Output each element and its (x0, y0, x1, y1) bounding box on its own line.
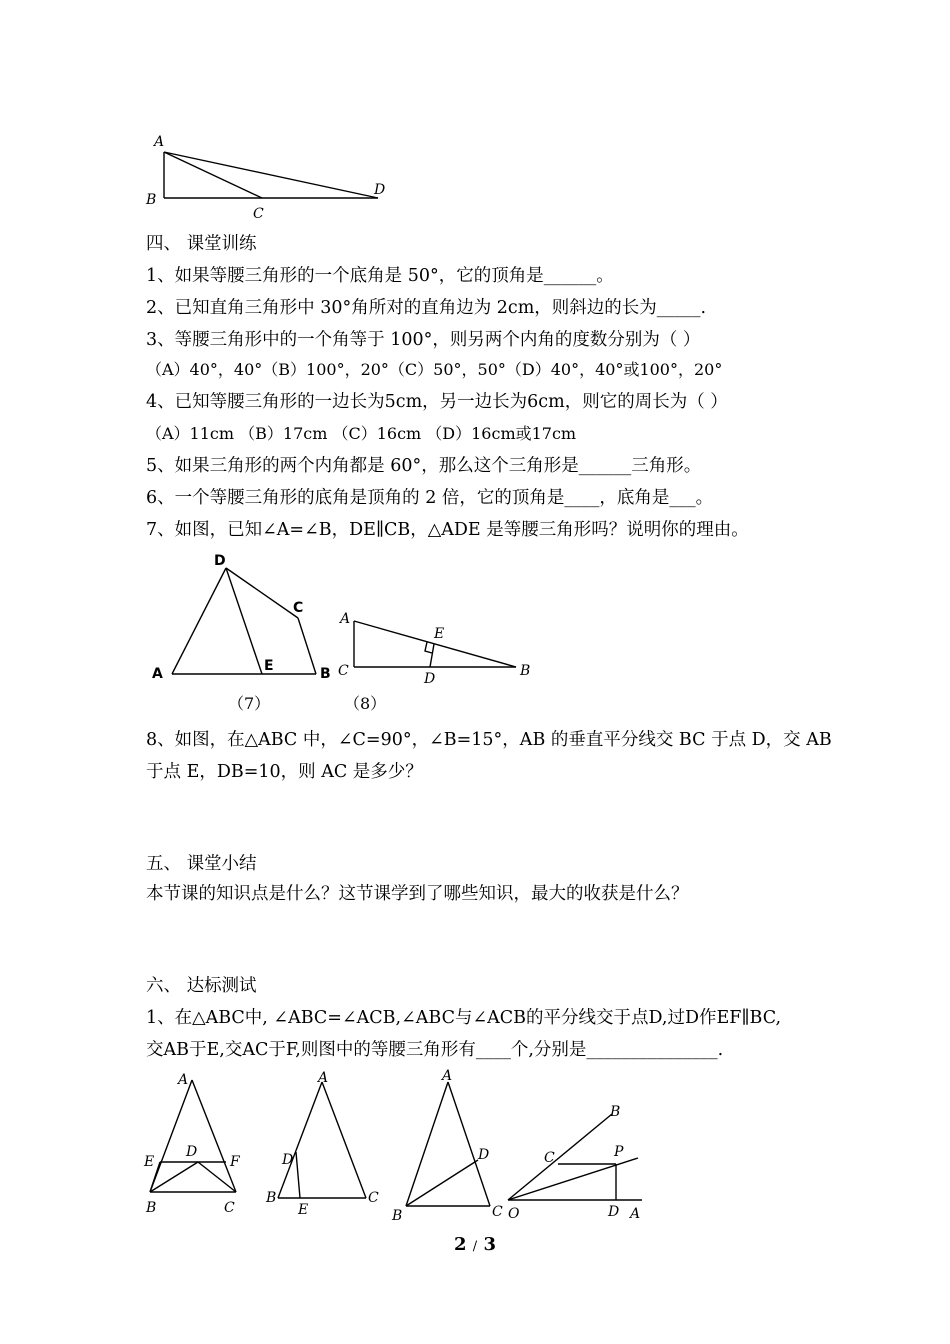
section4-q3-options: （A）40°，40°（B）100°，20°（C）50°，50°（D）40°，40°或100°，20° (146, 360, 723, 379)
segment-de (226, 568, 262, 674)
label-b: B (610, 1104, 621, 1120)
label-a: A (178, 1072, 189, 1088)
label-e: E (264, 658, 274, 674)
figure-7 (150, 550, 340, 690)
label-c: C (368, 1190, 379, 1206)
segment-ad (164, 152, 378, 198)
section6-heading: 六、 达标测试 (146, 976, 257, 996)
section4-heading: 四、 课堂训练 (146, 234, 257, 254)
label-c: C (224, 1200, 235, 1216)
segment-cb (298, 618, 316, 674)
label-c: C (544, 1150, 555, 1166)
segment-ed (430, 644, 434, 667)
label-o: O (508, 1206, 520, 1222)
label-d: D (478, 1147, 490, 1163)
right-angle-mark (425, 642, 432, 653)
segment-ad (172, 568, 226, 674)
segment-bd (406, 1160, 478, 1206)
label-d: D (424, 671, 436, 687)
page-total: 3 (483, 1234, 496, 1255)
label-d: D (608, 1204, 620, 1220)
section4-q3: 3、等腰三角形中的一个角等于 100°，则另两个内角的度数分别为（ ） (146, 330, 701, 350)
segment-ab (278, 1082, 322, 1198)
figure-8 (336, 605, 536, 690)
section4-q6: 6、一个等腰三角形的底角是顶角的 2 倍，它的顶角是____，底角是___。 (146, 488, 714, 508)
segment-de (296, 1152, 300, 1198)
section4-q1: 1、如果等腰三角形的一个底角是 50°，它的顶角是______。 (146, 266, 614, 286)
ray-ob (508, 1114, 612, 1200)
label-c: C (293, 600, 304, 616)
section4-q8-line2: 于点 E，DB=10，则 AC 是多少？ (146, 762, 423, 782)
label-c: C (338, 663, 349, 679)
label-b: B (266, 1190, 277, 1206)
label-c: C (492, 1204, 503, 1220)
label-e: E (144, 1154, 155, 1170)
segment-dc (226, 568, 298, 618)
figure-row-3 (386, 1064, 511, 1224)
label-b: B (146, 1200, 157, 1216)
label-d: D (214, 553, 226, 569)
figure-row-4 (500, 1098, 650, 1226)
section4-q7: 7、如图，已知∠A=∠B，DE∥CB，△ADE 是等腰三角形吗？说明你的理由。 (146, 520, 749, 540)
section4-q4: 4、已知等腰三角形的一边长为5cm，另一边长为6cm，则它的周长为（ ） (146, 392, 728, 412)
label-b: B (146, 192, 157, 208)
label-b: B (520, 663, 531, 679)
figure-top-triangle (140, 128, 400, 223)
section6-q1-line1: 1、在△ABC中, ∠ABC=∠ACB,∠ABC与∠ACB的平分线交于点D,过D作EF∥BC, (146, 1008, 782, 1028)
section6-q1-line2: 交AB于E,交AC于F,则图中的等腰三角形有____个,分别是_______________. (146, 1040, 724, 1060)
page-current: 2 (453, 1234, 467, 1255)
label-b: B (320, 666, 331, 682)
label-a: A (154, 134, 165, 150)
section4-q5: 5、如果三角形的两个内角都是 60°，那么这个三角形是______三角形。 (146, 456, 702, 476)
label-e: E (298, 1202, 309, 1218)
segment-ac (448, 1082, 490, 1206)
figure-7-caption: （7） (228, 694, 271, 713)
segment-ab (406, 1082, 448, 1206)
label-d: D (186, 1144, 198, 1160)
figure-row-2 (262, 1068, 387, 1223)
segment-ac (322, 1082, 366, 1198)
label-b: B (392, 1208, 403, 1224)
section4-q2: 2、已知直角三角形中 30°角所对的直角边为 2cm，则斜边的长为_____. (146, 298, 707, 318)
section4-q8-line1: 8、如图，在△ABC 中，∠C=90°，∠B=15°，AB 的垂直平分线交 BC 于点 D，交 AB (146, 730, 832, 750)
figure-row-1 (140, 1068, 255, 1223)
label-a: A (630, 1206, 641, 1222)
label-d: D (282, 1152, 294, 1168)
label-a: A (152, 666, 163, 682)
label-a: A (318, 1070, 329, 1086)
segment-bd (150, 1162, 198, 1192)
page-separator: / (472, 1239, 478, 1254)
label-c: C (253, 206, 264, 222)
label-d: D (374, 182, 386, 198)
segment-ac (164, 152, 262, 198)
section5-heading: 五、 课堂小结 (146, 854, 257, 874)
section4-q4-options: （A）11cm （B）17cm （C）16cm （D）16cm或17cm (146, 424, 577, 443)
page-number (0, 1234, 950, 1255)
label-p: P (614, 1144, 624, 1160)
label-a: A (340, 611, 351, 627)
label-a: A (442, 1068, 453, 1084)
label-e: E (434, 626, 445, 642)
section5-text: 本节课的知识点是什么？这节课学到了哪些知识，最大的收获是什么？ (146, 884, 689, 904)
figure-8-caption: （8） (344, 694, 387, 713)
label-f: F (230, 1154, 240, 1170)
